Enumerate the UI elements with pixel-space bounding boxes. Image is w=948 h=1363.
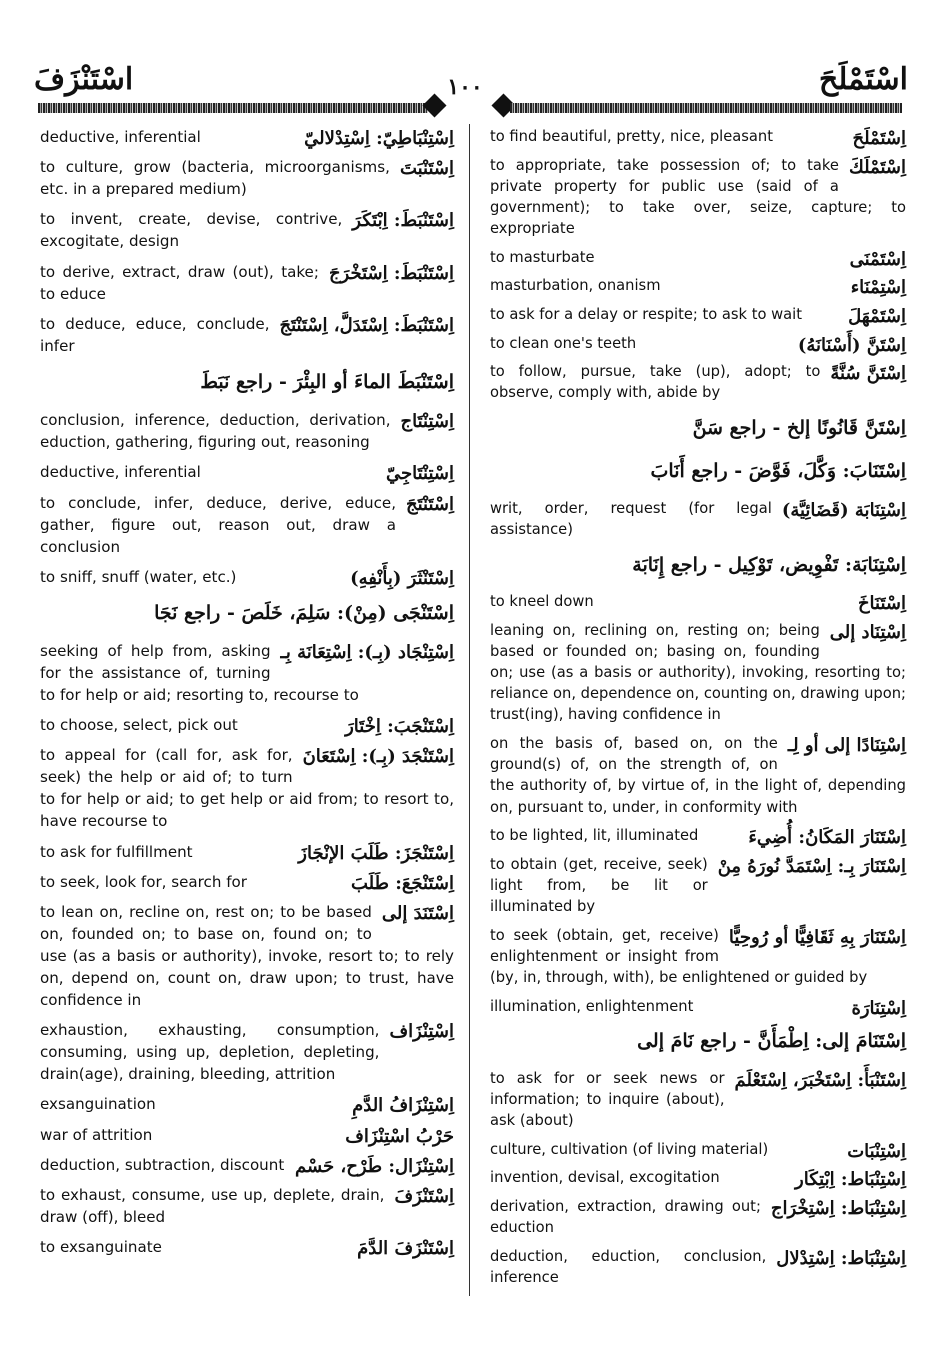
english-definition: to obtain (get, receive, seek) light from, be lit or illuminated by	[490, 855, 708, 916]
dictionary-entry	[490, 1024, 906, 1060]
arabic-headword: اِسْتَنْبَطَ: اِسْتَدَلَّ، اِسْتَنْتَجَ	[279, 314, 454, 336]
english-definition: conclusion, inference, deduction, derivation, eduction, gathering, figuring out, reasoning	[40, 411, 391, 452]
english-definition: deductive, inferential	[40, 463, 201, 482]
dictionary-entry	[40, 871, 454, 893]
english-definition: culture, cultivation (of living material)	[490, 1140, 769, 1158]
header-rule-left	[38, 103, 428, 113]
english-definition: to invent, create, devise, contrive, excogitate, design	[40, 210, 343, 251]
english-definition: deduction, subtraction, discount	[40, 1155, 285, 1174]
arabic-headword: اِسْتَنَارَ بِـ: اِسْتَمَدَّ نُورَهُ مِنْ	[717, 855, 906, 877]
arabic-headword: اِسْتَنَّ (أَسْنَانَهُ)	[797, 334, 906, 356]
arabic-headword: اِسْتِنْتَاج	[400, 411, 454, 433]
dictionary-entry	[490, 1139, 906, 1160]
arabic-headword: اِسْتَنَابَ: وَكَّلَ، فَوَّضَ - راجع أَنَابَ	[650, 460, 906, 483]
english-definition: masturbation, onanism	[490, 277, 661, 295]
dictionary-entry	[40, 156, 454, 200]
arabic-headword: اِسْتِنْتَاجِيّ	[386, 463, 454, 485]
english-definition: to exhaust, consume, use up, deplete, drain, draw (off), bleed	[40, 1185, 385, 1226]
arabic-headword: اِسْتَنْثَرَ (بِأَنْفِهِ)	[350, 567, 454, 589]
arabic-headword: اِسْتَنْتَجَ	[406, 493, 454, 515]
dictionary-entry	[490, 411, 906, 447]
arabic-headword: اِسْتَمْلَحَ	[852, 128, 906, 149]
dictionary-entry	[40, 1124, 454, 1146]
dictionary-entry	[40, 841, 454, 863]
arabic-headword: اِسْتَنَاخَ	[857, 592, 906, 614]
arabic-headword: اِسْتِنْزَافُ الدَّمِ	[352, 1095, 454, 1117]
arabic-headword: اِسْتَنْجَعَ: طَلَبَ	[350, 872, 454, 894]
english-definition: to find beautiful, pretty, nice, pleasant	[490, 128, 773, 145]
dictionary-entry	[490, 825, 906, 849]
arabic-headword: اِسْتَمْلَكَ	[848, 156, 906, 178]
dictionary-entry	[40, 1184, 454, 1228]
arabic-headword: اِسْتِنَارَة	[851, 997, 906, 1019]
arabic-headword: اِسْتَنْبَأَ: اِسْتَخْبَرَ، اِسْتَعْلَمَ	[734, 1069, 906, 1091]
dictionary-entry	[40, 313, 454, 357]
dictionary-entry	[40, 1093, 454, 1115]
english-definition: leaning on, reclining on, resting on; being based or founded on; basing on, founding on; use (as a basis or authority), invoking, resorting to; reliance on, dependence on, counting on, drawing upon; trust(ing), having confidence in	[490, 621, 906, 724]
arabic-headword: اِسْتَنَّ قَانُونًا إلخ - راجع سَنَّ	[692, 416, 906, 439]
header-rule-right	[510, 103, 902, 113]
dictionary-entry	[490, 454, 906, 490]
english-definition: to appeal for (call for, ask for, seek) the help or aid of; to turn to for help or aid; to get help or aid from; to resort to, have recourse to	[40, 746, 454, 831]
arabic-headword: اِسْتِنَادًا إلى أو لِـ	[787, 734, 906, 756]
arabic-headword: اِسْتَنَارَ بِهِ ثَقَافِيًّا أو رُوحِيًّا	[728, 926, 906, 948]
english-definition: to ask for a delay or respite; to ask to wait	[490, 305, 802, 323]
english-definition: to derive, extract, draw (out), take; to educe	[40, 262, 319, 303]
english-definition: deductive, inferential	[40, 128, 201, 146]
dictionary-entry	[40, 596, 454, 632]
arabic-headword: اِسْتَنْجَى (مِنْ): سَلِمَ، خَلَصَ - راجع نَجَا	[154, 601, 454, 624]
english-definition: to follow, pursue, take (up), adopt; to observe, comply with, abide by	[490, 363, 821, 402]
dictionary-entry	[490, 591, 906, 612]
arabic-headword: اِسْتَمْهَلَ	[848, 305, 906, 327]
dictionary-entry	[490, 126, 906, 147]
english-definition: to conclude, infer, deduce, derive, educe, gather, figure out, reason out, draw a conclusion	[40, 493, 396, 556]
dictionary-entry	[40, 492, 454, 558]
dictionary-entry	[490, 498, 906, 540]
arabic-headword: اِسْتِنْبَاط: اِسْتِخْرَاج	[770, 1197, 906, 1219]
dictionary-entry	[490, 361, 906, 403]
english-definition: to deduce, educe, conclude, infer	[40, 314, 270, 355]
english-definition: exsanguination	[40, 1095, 156, 1114]
english-definition: to exsanguinate	[40, 1238, 162, 1257]
english-definition: to kneel down	[490, 592, 594, 610]
dictionary-entry	[490, 1167, 906, 1191]
arabic-headword: اِسْتَنَارَ المَكَانُ: أُضِيءَ	[748, 827, 906, 849]
dictionary-entry	[490, 925, 906, 989]
dictionary-entry	[40, 640, 454, 706]
right-running-head: اسْتَمْلَحَ	[818, 62, 908, 97]
dictionary-entry	[490, 1246, 906, 1288]
arabic-headword: اِسْتِمْنَاء	[850, 277, 906, 299]
dictionary-entry	[490, 1068, 906, 1132]
english-definition: invention, devisal, excogitation	[490, 1169, 720, 1187]
english-definition: on the basis of, based on, on the ground(s) of, on the strength of, on the authority of, by virtue of, in the light of, depending on, pursuant to, under, in conformity with	[490, 734, 906, 816]
arabic-headword: اِسْتِنْبَاطِيّ: اِسْتِدْلاليّ	[304, 128, 454, 149]
english-definition: to lean on, recline on, rest on; to be based on, founded on; to base on, found on; to use (as a basis or authority), invoke, resort to; to rely on, depend on, count on, draw upon; to trust, have confidence in	[40, 903, 454, 1009]
dictionary-entry	[40, 1019, 454, 1085]
dictionary-entry	[40, 901, 454, 1011]
arabic-headword: اِسْتِنْبَاط: اِسْتِدْلال	[776, 1247, 906, 1269]
english-definition: war of attrition	[40, 1125, 153, 1144]
english-definition: to ask for or seek news or information; to inquire (about), ask (about)	[490, 1069, 725, 1130]
left-running-head: اسْتَنْزَفَ	[34, 62, 134, 97]
english-definition: to clean one's teeth	[490, 334, 637, 352]
arabic-headword: اِسْتِنْزَاف	[389, 1021, 454, 1043]
arabic-headword: اِسْتَنَامَ إلى: اِطْمَأَنَّ - راجع نَامَ إلى	[637, 1030, 906, 1053]
arabic-headword: اِسْتِنَابَة (قَضَائِيَّة)	[781, 499, 906, 521]
arabic-headword: اِسْتِنْجَاد (بِـ): اِسْتِعَانَة بِـ	[280, 642, 454, 664]
english-definition: to masturbate	[490, 248, 595, 266]
arabic-headword: اِسْتَنْزَفَ	[394, 1185, 454, 1207]
dictionary-entry	[490, 854, 906, 918]
dictionary-entry	[490, 155, 906, 240]
column-divider	[469, 124, 470, 1296]
arabic-headword: اِسْتَنَّ سُنَّةً	[830, 363, 906, 385]
english-definition: to be lighted, lit, illuminated	[490, 827, 699, 845]
dictionary-entry	[40, 365, 454, 401]
dictionary-entry	[40, 566, 454, 588]
english-definition: to ask for fulfillment	[40, 842, 193, 861]
dictionary-entry	[490, 333, 906, 354]
arabic-headword: حَرْبُ اسْتِنْزَاف	[345, 1125, 454, 1147]
arabic-headword: اِسْتَنْجَدَ (بِـ): اِسْتَعَانَ	[302, 746, 454, 768]
arabic-headword: اِسْتَنْبَطَ الماءَ أو البِئْرَ - راجع نَبَطَ	[200, 370, 454, 393]
english-definition: seeking of help from, asking for the assistance of, turning to for help or aid; resorting to, recourse to	[40, 642, 359, 705]
dictionary-entry	[40, 126, 454, 148]
arabic-headword: اِسْتِنْزَال: طَرْح، حَسْم	[295, 1155, 454, 1177]
dictionary-entry	[490, 620, 906, 726]
dictionary-entry	[490, 1196, 906, 1238]
dictionary-entry	[490, 996, 906, 1017]
english-definition: writ, order, request (for legal assistance)	[490, 499, 772, 538]
arabic-headword: اِسْتَنْجَبَ: اِخْتَارَ	[345, 716, 454, 738]
english-definition: to choose, select, pick out	[40, 716, 238, 735]
dictionary-entry	[490, 733, 906, 818]
english-definition: illumination, enlightenment	[490, 997, 694, 1015]
dictionary-entry	[40, 461, 454, 483]
english-definition: to culture, grow (bacteria, microorganisms, etc. in a prepared medium)	[40, 158, 390, 199]
arabic-headword: اِسْتَمْنَى	[849, 248, 906, 270]
dictionary-entry	[40, 409, 454, 453]
english-definition: to appropriate, take possession of; to take private property for public use (said of a government); to take over, seize, capture; to expropriate	[490, 156, 906, 238]
dictionary-entry	[490, 304, 906, 325]
dictionary-entry	[490, 247, 906, 268]
dictionary-entry	[40, 261, 454, 305]
right-column	[490, 126, 906, 1296]
dictionary-entry	[490, 548, 906, 584]
dictionary-entry	[490, 275, 906, 299]
arabic-headword: اِسْتِنَاد إلى	[829, 621, 906, 643]
arabic-headword: اِسْتِنْبَات	[847, 1140, 906, 1162]
english-definition: derivation, extraction, drawing out; eduction	[490, 1197, 761, 1237]
english-definition: to seek (obtain, get, receive) enlightenment or insight from (by, in, through, with), be enlightened or guided by	[490, 926, 868, 987]
english-definition: exhaustion, exhausting, consumption, consuming, using up, depletion, depleting, drain(age), draining, bleeding, attrition	[40, 1021, 380, 1084]
dictionary-entry	[40, 1154, 454, 1176]
dictionary-entry	[40, 714, 454, 736]
arabic-headword: اِسْتَنْجَزَ: طَلَبَ الإنْجَازَ	[298, 842, 454, 864]
arabic-headword: اِسْتِنَابَة: تَفْوِيض، تَوْكِيل - راجع إِنَابَة	[632, 553, 906, 576]
arabic-headword: اِسْتَنْبَطَ: اِسْتَخْرَجَ	[328, 262, 454, 284]
arabic-headword: اِسْتَنْبَطَ: اِبْتَكَرَ	[352, 210, 454, 232]
english-definition: deduction, eduction, conclusion, inference	[490, 1247, 767, 1286]
arabic-headword: اِسْتَنْزَفَ الدَّمَ	[357, 1238, 454, 1260]
arabic-headword: اِسْتِنْبَاط: اِبْتِكَار	[795, 1169, 906, 1191]
english-definition: to seek, look for, search for	[40, 872, 247, 891]
english-definition: to sniff, snuff (water, etc.)	[40, 567, 237, 586]
dictionary-entry	[40, 744, 454, 832]
arabic-headword: اِسْتَنْبَتَ	[399, 158, 454, 180]
dictionary-entry	[40, 1236, 454, 1258]
left-column	[40, 126, 454, 1266]
dictionary-entry	[40, 208, 454, 252]
arabic-headword: اِسْتَنَدَ إلى	[381, 903, 454, 924]
page-number: ١٠٠	[447, 74, 483, 100]
